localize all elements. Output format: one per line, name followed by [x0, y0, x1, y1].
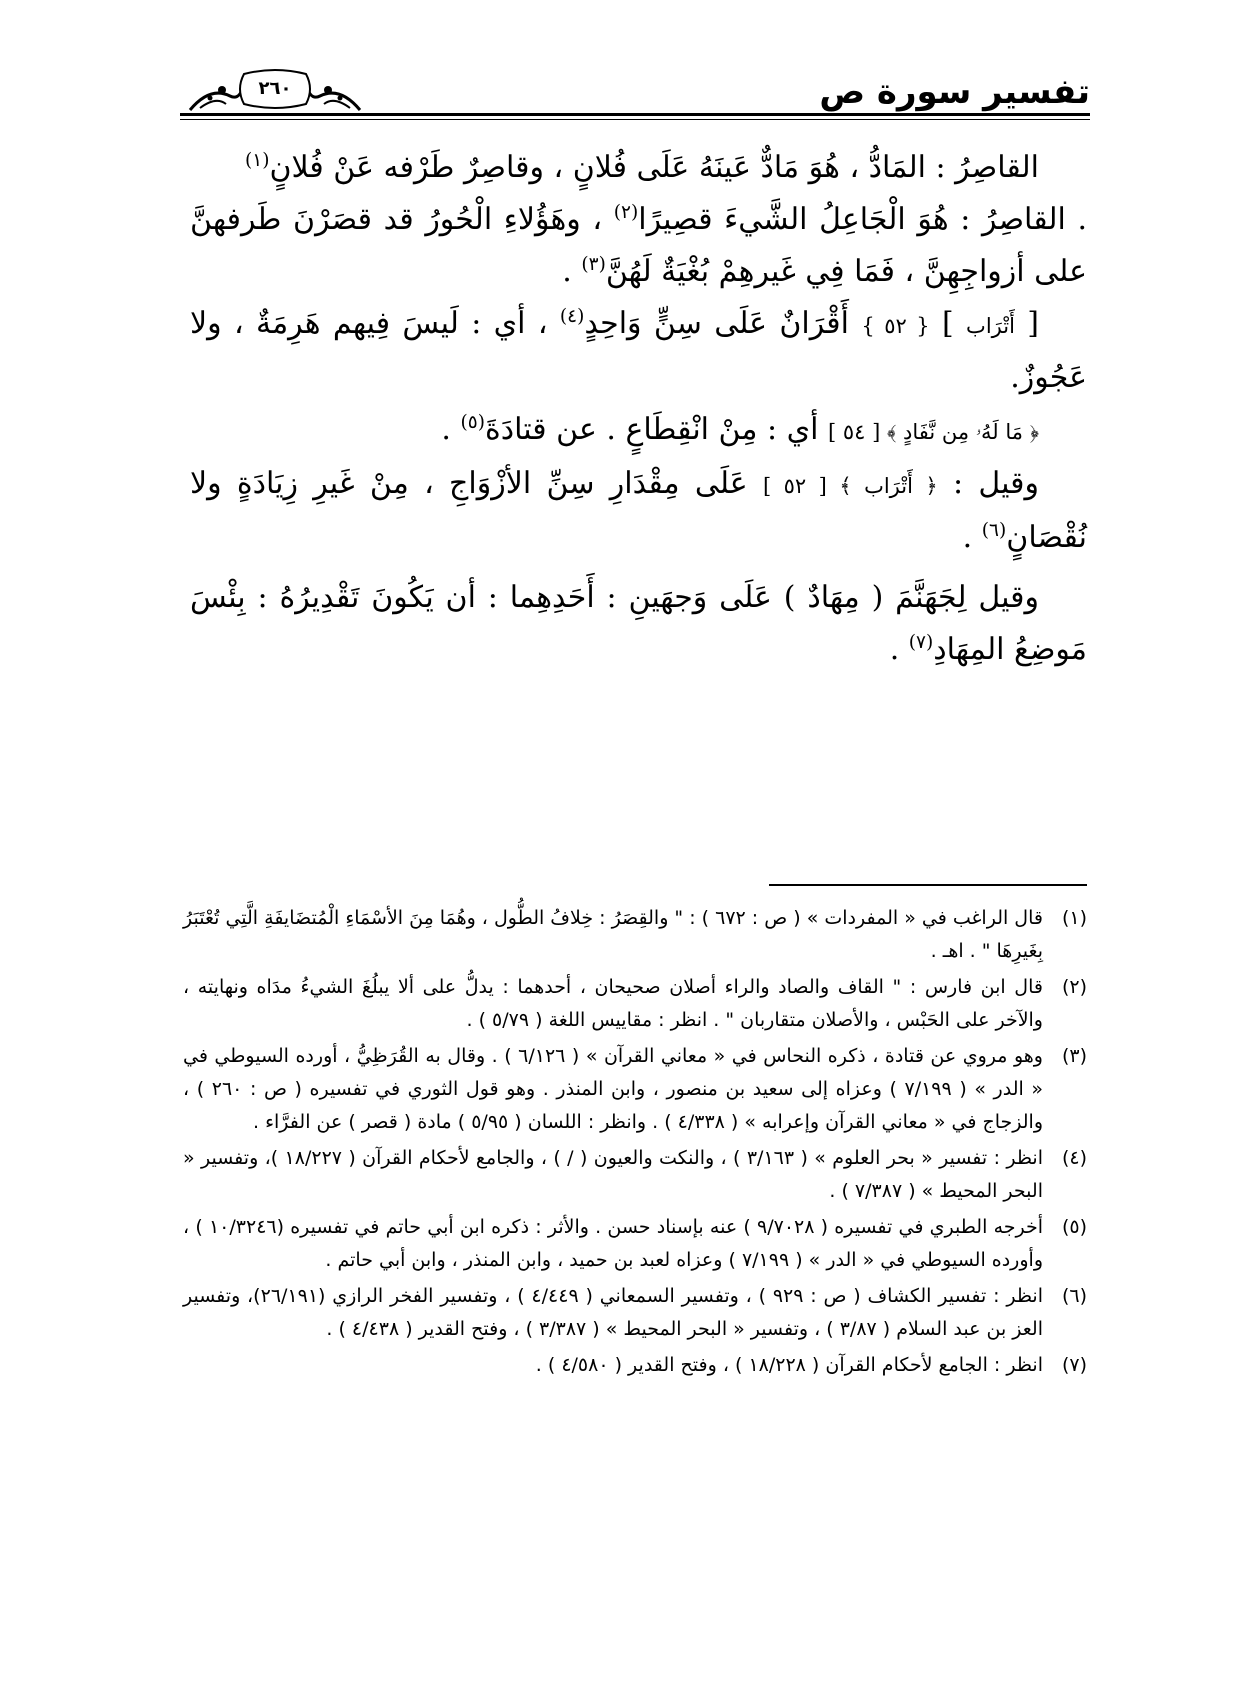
verse-reference: [ ٥٢ ] [763, 474, 840, 498]
footnote-number: (٢) [1061, 976, 1087, 998]
footnote-text: قال ابن فارس : " القاف والصاد والراء أصلان صحيحان ، أحدهما : يدلُّ على ألا يبلُغَ الشيءُ مدَاه ونهايته ، والآخر على الحَبْس ، والأصلان متقاربان " . انظر : مقاييس اللغة ( ٥/٧٩ ) . [183, 976, 1043, 1031]
verse-reference: { ٥٢ } [861, 314, 930, 338]
quran-quote: مَا لَهُۥ مِن نَّفَادٍ [902, 420, 1024, 444]
footnote-ref-1: (١) [244, 150, 270, 171]
quran-quote: أَتْرَاب [966, 314, 1015, 338]
quran-quote: أَتْرَاب [864, 474, 913, 498]
paragraph-3: [ أَتْرَاب ] { ٥٢ } أَقْرَانٌ عَلَى سِنٍّ وَاحِدٍ$^{(٤)}$ ، أي : لَيسَ فِيهم هَرِمَةٌ ، ولا عَجُوزٌ. [190, 306, 1087, 395]
footnote-number: (٧) [1061, 1354, 1087, 1376]
paragraph-1: القاصِرُ : المَادُّ ، هُوَ مَادٌّ عَينَهُ عَلَى فُلانٍ ، وقاصِرٌ طَرْفه عَنْ فُلانٍ$^{(١)}$ [244, 150, 1039, 185]
footnote [183, 971, 1087, 1037]
footnote-ref-4: (٤) [559, 306, 585, 327]
footnote-text: انظر : الجامع لأحكام القرآن ( ١٨/٢٢٨ ) ، وفتح القدير ( ٤/٥٨٠ ) . [535, 1354, 1043, 1376]
footnote-ref-2: (٢) [613, 202, 639, 223]
footnote [183, 1211, 1087, 1277]
footnote [183, 902, 1087, 968]
header-rule [180, 113, 1090, 116]
footnote-ref-5: (٥) [460, 412, 486, 433]
verse-reference: [ ٥٤ ] [828, 420, 887, 444]
page-header [180, 66, 1090, 122]
footnote-ref-6: (٦) [981, 520, 1007, 541]
paragraph-2: . القاصِرُ : هُوَ الْجَاعِلُ الشَّيءَ قصِيرًا$^{(٢)}$ ، وهَؤُلاءِ الْحُورُ قد قصَرْنَ طَرفهنَّ على أزواجِهِنَّ ، فَمَا فِي غَيرهِمْ بُغْيَةٌ لَهُنَّ$^{(٣)}$ . [190, 202, 1087, 289]
paragraph-5: وقيل : ﴿ أَتْرَاب ﴾ [ ٥٢ ] عَلَى مِقْدَارِ سِنِّ الأزْوَاجِ ، مِنْ غَيرِ زِيَادَةٍ ولا نُقْصَانٍ$^{(٦)}$ . [190, 466, 1087, 555]
footnote-ref-3: (٣) [581, 254, 606, 275]
footnote-text: انظر : تفسير « بحر العلوم » ( ٣/١٦٣ ) ، والنكت والعيون ( / ) ، والجامع لأحكام القرآن ( ١٨/٢٢٧ )، وتفسير « البحر المحيط » ( ٧/٣٨٧ ) . [183, 1147, 1043, 1202]
footnotes [183, 902, 1087, 1385]
main-text [190, 142, 1087, 676]
footnote [183, 1349, 1087, 1382]
paragraph-6: وقيل لِجَهَنَّمَ ( مِهَادٌ ) عَلَى وَجهَينِ : أَحَدِهِما : أن يَكُونَ تَقْدِيرُهُ : بِئْسَ مَوضِعُ المِهَادِ$^{(٧)}$ . [190, 580, 1087, 667]
footnote [183, 1040, 1087, 1139]
page-number: ٢٦٠ [258, 78, 292, 99]
footnote-text: وهو مروي عن قتادة ، ذكره النحاس في « معاني القرآن » ( ٦/١٢٦ ) . وقال به القُرَظِيُّ ، أورده السيوطي في « الدر » ( ٧/١٩٩ ) وعزاه إلى سعيد بن منصور ، وابن المنذر . وهو قول الثوري في تفسيره ( ص : ٢٦٠ ) ، والزجاج في « معاني القرآن وإعرابه » ( ٤/٣٣٨ ) . وانظر : اللسان ( ٥/٩٥ ) مادة ( قصر ) عن الفرَّاء . [183, 1045, 1043, 1133]
page-title: تفسير سورة ص [819, 72, 1090, 112]
paragraph-4: ﴿ مَا لَهُۥ مِن نَّفَادٍ ﴾ [ ٥٤ ] أي : مِنْ انْقِطَاعٍ . عن قتادَةَ$^{(٥)}$ . [441, 412, 1039, 447]
footnote-number: (٦) [1061, 1285, 1087, 1307]
footnote-text: قال الراغب في « المفردات » ( ص : ٦٧٢ ) : " والقِصَرُ : خِلافُ الطُّول ، وهُمَا مِنَ الأسْمَاءِ الْمُتضَايفَةِ الَّتِي تُعْتَبَرُ بِغَيرِهَا " . اهـ . [183, 907, 1043, 962]
footnote [183, 1280, 1087, 1346]
footnote-number: (١) [1061, 907, 1087, 929]
footnote-text: انظر : تفسير الكشاف ( ص : ٩٢٩ ) ، وتفسير السمعاني ( ٤/٤٤٩ ) ، وتفسير الفخر الرازي (٢٦/١٩١)، وتفسير العز بن عبد السلام ( ٣/٨٧ ) ، وتفسير « البحر المحيط » ( ٣/٣٨٧ ) ، وفتح القدير ( ٤/٤٣٨ ) . [183, 1285, 1043, 1340]
footnote-separator [769, 884, 1087, 886]
footnote-number: (٤) [1061, 1147, 1087, 1169]
footnote-number: (٣) [1061, 1045, 1087, 1067]
footnote-ref-7: (٧) [908, 632, 934, 653]
footnote-text: أخرجه الطبري في تفسيره ( ٩/٧٠٢٨ ) عنه بإسناد حسن . والأثر : ذكره ابن أبي حاتم في تفسيره (١٠/٣٢٤٦ ) ، وأورده السيوطي في « الدر » ( ٧/١٩٩ ) وعزاه لعبد بن حميد ، وابن المنذر ، وابن أبي حاتم . [183, 1216, 1044, 1271]
footnote [183, 1142, 1087, 1208]
footnote-number: (٥) [1061, 1216, 1087, 1238]
header-rule-thin [180, 119, 1090, 120]
